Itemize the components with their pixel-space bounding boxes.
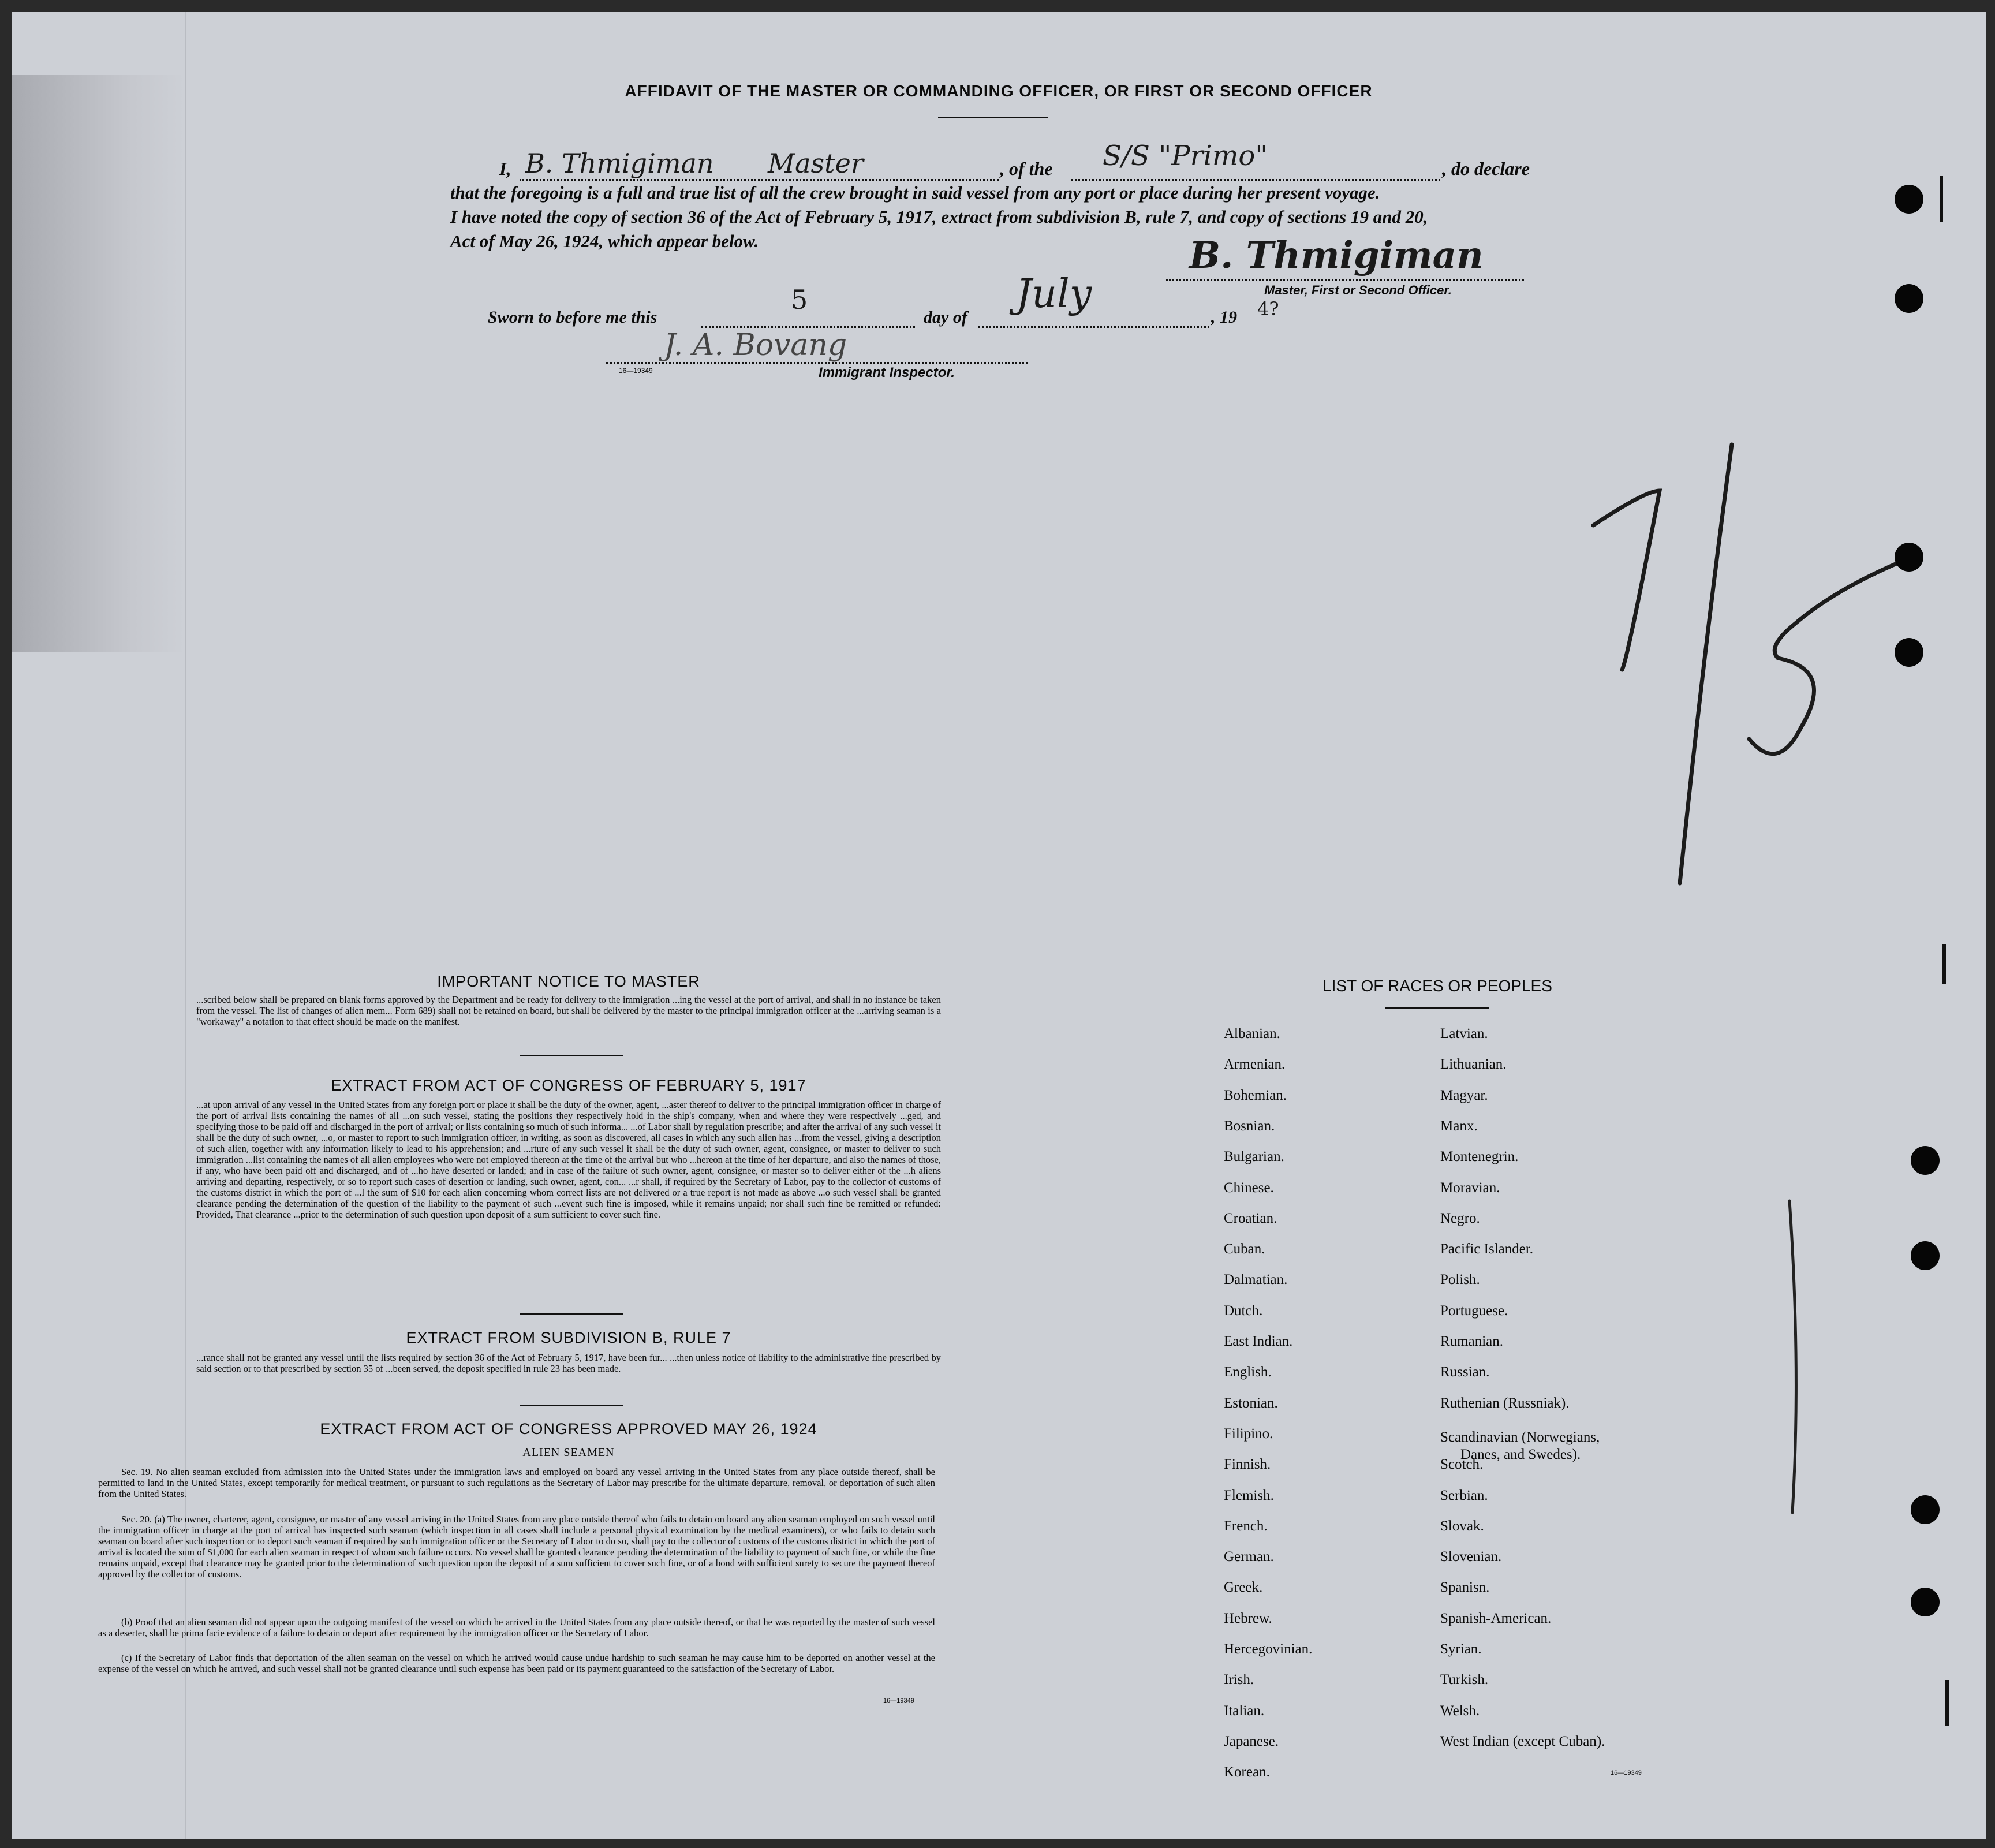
race-item: Pacific Islander. <box>1440 1241 1534 1257</box>
notice-title: IMPORTANT NOTICE TO MASTER <box>437 973 700 990</box>
race-item: Spanisn. <box>1440 1580 1490 1595</box>
binder-hole <box>1895 638 1923 667</box>
extract-1917-text: ...at upon arrival of any vessel in the United States from any foreign port or place it shall be the duty of the owner, agent, ...aster thereof to deliver to the principal immigration officer in charge of the port of arrival lists containing the names of all ...on such vessel, stating the positions they respectively hold in the ship's company, when and where they were respectively ...ged, and specifying those to be paid off and discharged in the port of arrival; or lists containing so much of such informa... ...of Labor shall by regulation prescribe; and after the arrival of any such vessel it shall be the duty of such owner, ...o, or master to report to such immigration officer, in writing, as soon as discovered, all cases in which any such alien has ...from the vessel, giving a description of such alien, together with any information likely to lead to his apprehension; and ...rture of any such vessel it shall be the duty of such owner, agent, consignee, or master to deliver to such immigration ...list containing the names of all alien employees who were not employed thereon at the time of the arrival but who ...hereon at the time of her departure, and also the names of those, if any, who have been paid off and discharged, and of ...ho have deserted or landed; and in case of the failure of such owner, agent, consignee, or master so to deliver either of the ...h aliens arriving and departing, respectively, or so to report such cases of desertion or landing, such owner, agent, con... ...r shall, if required by the Secretary of Labor, pay to the collector of customs of the customs district in which the port of ...l the sum of $10 for each alien concerning whom correct lists are not delivered or a true report is not made as above ...o such vessel shall be granted clearance pending the determination of the question of the liability to the payment of such ...event such fine is imposed, while it remains unpaid; nor shall such fine be remitted or refunded: Provided, That clearance ...prior to the determination of such question upon deposit of a sum sufficient to cover such fine. <box>196 1099 941 1220</box>
inspector-line <box>606 362 1028 364</box>
officer-label: Master, First or Second Officer. <box>1264 283 1452 297</box>
declare-label: , do declare <box>1442 158 1530 179</box>
declaration-line-4: Act of May 26, 1924, which appear below. <box>450 231 759 251</box>
i-label: I, <box>499 158 511 179</box>
race-item: Montenegrin. <box>1440 1149 1519 1164</box>
race-item: Filipino. <box>1224 1426 1273 1442</box>
race-item: Dalmatian. <box>1224 1272 1288 1287</box>
races-form-number: 16—19349 <box>1611 1769 1642 1776</box>
race-item: Slovenian. <box>1440 1549 1502 1565</box>
declaration-line-3: I have noted the copy of section 36 of the Act of February 5, 1917, extract from subdivision B, rule 7, and copy of sections 19 and 20, <box>450 207 1428 227</box>
race-item: Chinese. <box>1224 1180 1274 1196</box>
race-item: Cuban. <box>1224 1241 1265 1257</box>
declaration-line-2: that the foregoing is a full and true list of all the crew brought in said vessel from any port or place during her present voyage. <box>450 182 1380 203</box>
title-rule <box>938 117 1048 118</box>
year-label: , 19 <box>1211 308 1237 327</box>
master-title-handwritten: Master <box>768 148 864 179</box>
race-item: Negro. <box>1440 1211 1480 1226</box>
signature-line <box>1166 279 1524 281</box>
race-item: Scandinavian (Norwegians, <box>1440 1429 1600 1445</box>
extract-1924-sec20c: (c) If the Secretary of Labor finds that deportation of the alien seaman on the vessel on which he arrived would cause undue hardship to such seaman he may cause him to be deported on another vessel at the expense of the vessel on which he arrived, and such vessel shall not be granted clearance until such expense has been paid or its payment guaranteed to the satisfaction of the Secretary of Labor. <box>98 1652 935 1674</box>
master-name-line <box>520 179 999 181</box>
sworn-day-handwritten: 5 <box>791 284 808 315</box>
edge-mark <box>1940 176 1943 222</box>
binder-hole <box>1911 1495 1940 1524</box>
extract-1917-title: EXTRACT FROM ACT OF CONGRESS OF FEBRUARY 5, 1917 <box>331 1077 806 1094</box>
race-item: Irish. <box>1224 1672 1254 1688</box>
race-item: Russian. <box>1440 1364 1490 1380</box>
races-title: LIST OF RACES OR PEOPLES <box>1322 977 1552 995</box>
extract-form-number: 16—19349 <box>883 1697 914 1704</box>
races-rule <box>1385 1007 1489 1009</box>
extract-1924-sec19: Sec. 19. No alien seaman excluded from admission into the United States under the immigration laws and employed on board any vessel arriving in the United States from any place outside thereof, shall be permitted to land in the United States, except temporarily for medical treatment, or pursuant to such regulations as the Secretary of Labor may prescribe for the ultimate departure, removal, or deportation of such alien from the United States. <box>98 1466 935 1499</box>
sworn-label: Sworn to before me this <box>488 308 657 327</box>
race-item: Croatian. <box>1224 1211 1277 1226</box>
inspector-signature: J. A. Bovang <box>664 328 847 363</box>
of-the-label: , of the <box>1000 158 1053 179</box>
race-item: Finnish. <box>1224 1457 1271 1472</box>
binder-hole <box>1895 185 1923 214</box>
affidavit-form-number: 16—19349 <box>619 367 653 375</box>
day-of-label: day of <box>924 308 967 327</box>
race-item: Magyar. <box>1440 1088 1488 1103</box>
race-item: English. <box>1224 1364 1272 1380</box>
edge-mark <box>1945 1680 1949 1726</box>
extract-rule7-rule <box>520 1405 623 1406</box>
margin-note-drawing <box>1559 427 1928 901</box>
extract-1924-sec20b: (b) Proof that an alien seaman did not appear upon the outgoing manifest of the vessel on which he arrived in the United States from any place outside thereof, or that he was reported by the master of such vessel as a deserter, shall be prima facie evidence of a failure to detain or deport after requirement by the immigration officer or the Secretary of Labor. <box>98 1616 935 1638</box>
race-item: Flemish. <box>1224 1488 1274 1503</box>
vessel-name-line <box>1071 179 1440 181</box>
race-item: Bohemian. <box>1224 1088 1287 1103</box>
race-item: Latvian. <box>1440 1026 1488 1041</box>
race-item: Syrian. <box>1440 1641 1482 1657</box>
race-item: Serbian. <box>1440 1488 1488 1503</box>
sworn-month-line <box>978 326 1209 328</box>
binder-hole <box>1895 284 1923 313</box>
race-item: Italian. <box>1224 1703 1265 1719</box>
race-item: Moravian. <box>1440 1180 1500 1196</box>
binder-hole <box>1911 1241 1940 1270</box>
race-item: French. <box>1224 1518 1268 1534</box>
extract-1917-rule <box>520 1313 623 1315</box>
race-item: East Indian. <box>1224 1334 1293 1349</box>
master-name-handwritten: B. Thmigiman <box>525 148 714 179</box>
race-item: Portuguese. <box>1440 1303 1508 1319</box>
race-item: German. <box>1224 1549 1274 1565</box>
race-item: Spanish-American. <box>1440 1611 1552 1626</box>
race-item: Ruthenian (Russniak). <box>1440 1395 1570 1411</box>
notice-rule <box>520 1055 623 1056</box>
document-page <box>12 12 1986 1839</box>
scan-shadow <box>12 75 185 652</box>
race-item: Dutch. <box>1224 1303 1263 1319</box>
race-item: Turkish. <box>1440 1672 1489 1688</box>
race-item: Slovak. <box>1440 1518 1484 1534</box>
race-item: Japanese. <box>1224 1734 1279 1749</box>
race-item: Bulgarian. <box>1224 1149 1284 1164</box>
race-item: West Indian (except Cuban). <box>1440 1734 1605 1749</box>
race-item: Danes, and Swedes). <box>1460 1447 1581 1462</box>
race-item: Welsh. <box>1440 1703 1480 1719</box>
pencil-stroke <box>1778 1195 1813 1518</box>
race-item: Hercegovinian. <box>1224 1641 1313 1657</box>
race-item: Korean. <box>1224 1764 1270 1780</box>
binder-hole <box>1895 543 1923 572</box>
sworn-month-handwritten: July <box>1016 271 1092 317</box>
extract-1924-title: EXTRACT FROM ACT OF CONGRESS APPROVED MAY 26, 1924 <box>320 1420 817 1438</box>
race-item: Bosnian. <box>1224 1118 1275 1134</box>
race-item: Armenian. <box>1224 1056 1286 1072</box>
race-item: Albanian. <box>1224 1026 1280 1041</box>
race-item: Polish. <box>1440 1272 1480 1287</box>
race-item: Lithuanian. <box>1440 1056 1507 1072</box>
extract-rule7-text: ...rance shall not be granted any vessel until the lists required by section 36 of the Act of February 5, 1917, have been fur... ...then unless notice of liability to the administrative fine prescribed by said section or to that prescribed by section 35 of ...been served, the deposit specified in rule 23 has been made. <box>196 1352 941 1374</box>
notice-text: ...scribed below shall be prepared on blank forms approved by the Department and be ready for delivery to the immigration ...ing the vessel at the port of arrival, and shall in no instance be taken from the vessel. The list of changes of alien mem... Form 689) shall not be retained on board, but shall be delivered by the master to the principal immigration officer at the ...arriving seaman is a "workaway" a notation to that effect should be made on the manifest. <box>196 994 941 1027</box>
binder-hole <box>1911 1146 1940 1175</box>
binder-hole <box>1911 1588 1940 1616</box>
race-item: Manx. <box>1440 1118 1478 1134</box>
extract-1924-sec20a: Sec. 20. (a) The owner, charterer, agent, consignee, or master of any vessel arriving in the United States from any place outside thereof who fails to detain on board any alien seaman employed on such vessel until the immigration officer in charge at the port of arrival has inspected such seaman (which inspection in all cases shall include a personal physical examination by the medical examiners), or who fails to detain such seaman on board after such inspection or to deport such seaman if required by such immigration officer or the Secretary of Labor to do so, shall pay to the collector of customs of the customs district in which the port of arrival is located the sum of $1,000 for each alien seaman in respect of whom such failure occurs. No vessel shall be granted clearance pending the determination of the liability to payment of such fine, or while the fine remains unpaid, except that clearance may be granted prior to the determination of such question upon the deposit of a sum sufficient to cover such fine, or of a bond with sufficient surety to secure the payment thereof approved by the collector of customs. <box>98 1514 935 1580</box>
extract-rule7-title: EXTRACT FROM SUBDIVISION B, RULE 7 <box>406 1329 731 1346</box>
year-suffix-handwritten: 4? <box>1257 298 1279 320</box>
race-item: Scotch. <box>1440 1457 1484 1472</box>
vessel-name-handwritten: S/S "Primo" <box>1103 140 1268 172</box>
race-item: Estonian. <box>1224 1395 1278 1411</box>
extract-1924-subtitle: ALIEN SEAMEN <box>522 1446 615 1459</box>
master-signature: B. Thmigiman <box>1189 234 1484 277</box>
race-item: Rumanian. <box>1440 1334 1504 1349</box>
edge-mark <box>1942 944 1946 984</box>
race-item: Greek. <box>1224 1580 1263 1595</box>
inspector-label: Immigrant Inspector. <box>819 365 955 380</box>
affidavit-title: AFFIDAVIT OF THE MASTER OR COMMANDING OFFICER, OR FIRST OR SECOND OFFICER <box>625 82 1373 100</box>
race-item: Hebrew. <box>1224 1611 1272 1626</box>
